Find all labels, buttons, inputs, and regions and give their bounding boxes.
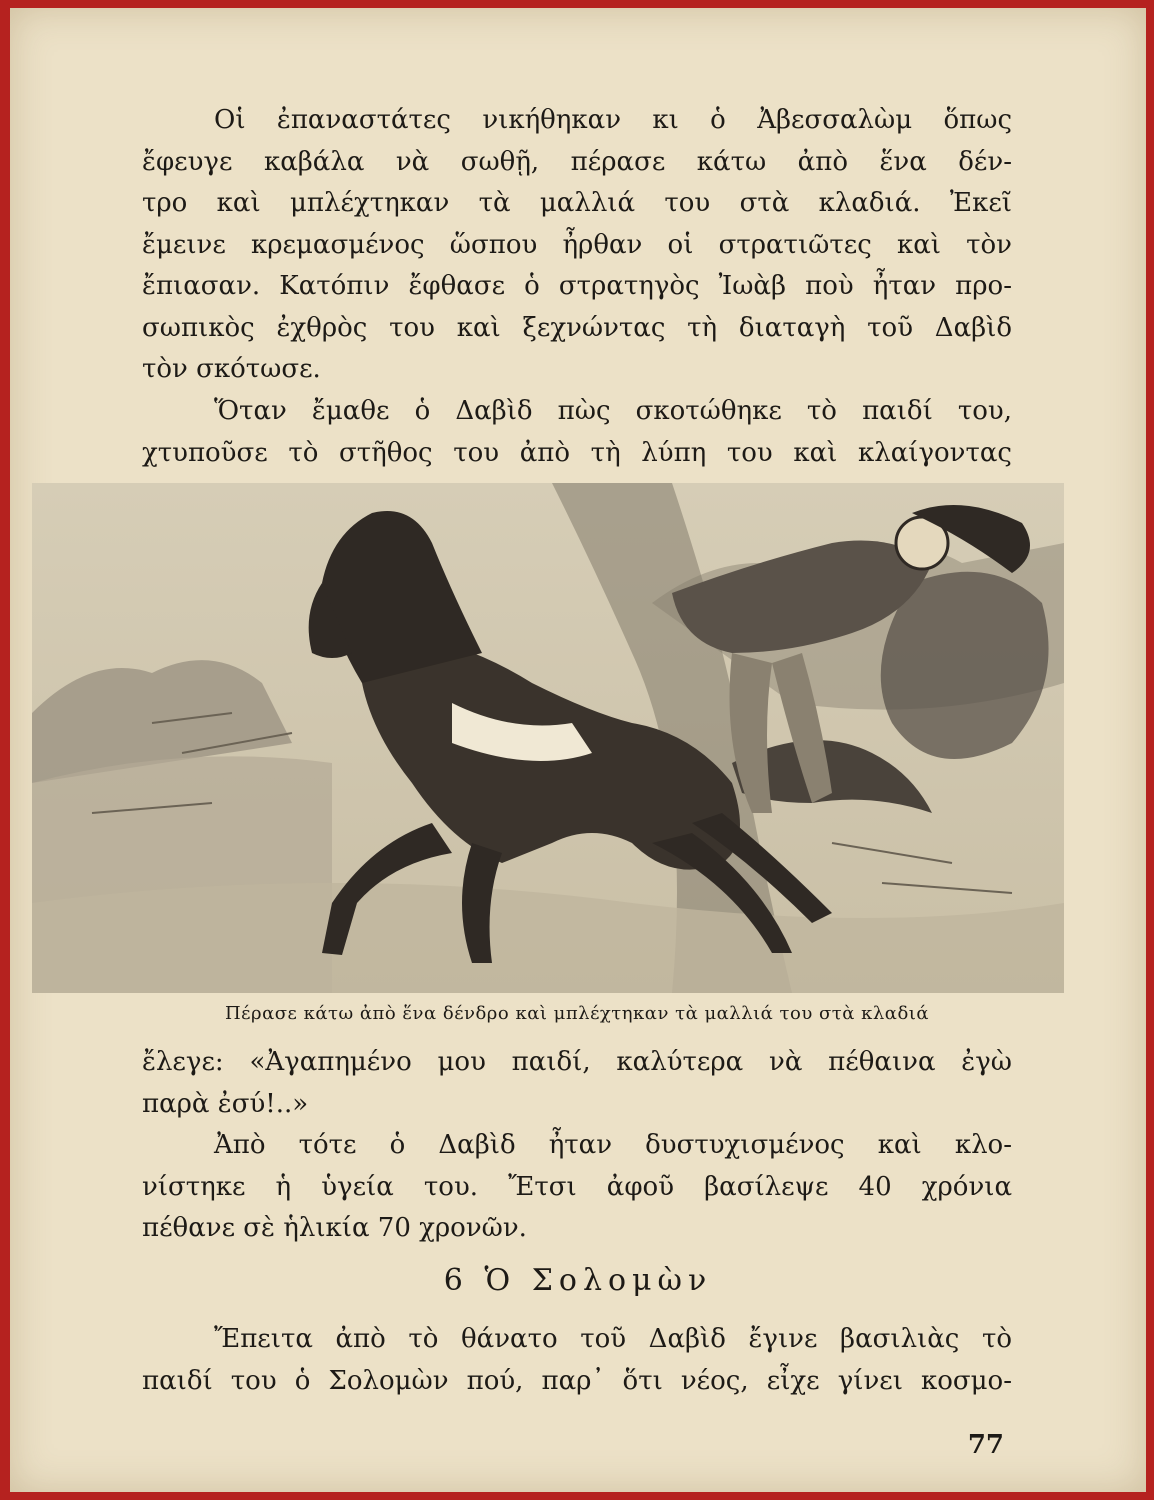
text-line: ἔπιασαν. Κατόπιν ἔφθασε ὁ στρατηγὸς Ἰωὰβ ποὺ ἦταν προ- — [142, 271, 1012, 301]
paragraph-david-death — [142, 1125, 1012, 1250]
text-line: Οἱ ἐπαναστάτες νικήθηκαν κι ὁ Ἀβεσσαλὼμ ὅπως — [214, 105, 1012, 135]
book-page — [10, 8, 1146, 1492]
text-line: ἔλεγε: «Ἀγαπημένο μου παιδί, καλύτερα νὰ πέθαινα ἐγὼ — [142, 1047, 1012, 1077]
illustration-absalom-horse — [32, 483, 1064, 993]
paragraph-solomon — [142, 1319, 1012, 1402]
page-number: 77 — [967, 1430, 1004, 1460]
paragraph-david-mourning — [142, 391, 1012, 474]
text-line: τρο καὶ μπλέχτηκαν τὰ μαλλιά του στὰ κλαδιά. Ἐκεῖ — [142, 188, 1012, 218]
text-line: Ἔπειτα ἀπὸ τὸ θάνατο τοῦ Δαβὶδ ἔγινε βασιλιὰς τὸ — [214, 1324, 1012, 1354]
text-line: Ὅταν ἔμαθε ὁ Δαβὶδ πὼς σκοτώθηκε τὸ παιδί του, — [214, 396, 1012, 426]
figure-caption: Πέρασε κάτω ἀπὸ ἕνα δένδρο καὶ μπλέχτηκαν τὰ μαλλιά του στὰ κλαδιά — [224, 1003, 929, 1024]
section-title: Ὁ Σολομὼν — [484, 1263, 713, 1298]
section-heading — [10, 1263, 1146, 1298]
text-line: παρὰ ἐσύ!..» — [142, 1088, 309, 1119]
text-line: χτυποῦσε τὸ στῆθος του ἀπὸ τὴ λύπη του καὶ κλαίγοντας — [142, 437, 1012, 468]
paragraph-david-words — [142, 1042, 1012, 1125]
text-line: παιδί του ὁ Σολομὼν πού, παρ᾽ ὅτι νέος, εἶχε γίνει κοσμο- — [142, 1365, 1012, 1396]
text-line: ἔφευγε καβάλα νὰ σωθῇ, πέρασε κάτω ἀπὸ ἕνα δέν- — [142, 146, 1012, 177]
text-line: τὸν σκότωσε. — [142, 354, 321, 384]
text-line: νίστηκε ἡ ὑγεία του. Ἔτσι ἀφοῦ βασίλεψε 40 χρόνια — [142, 1171, 1012, 1202]
text-line: πέθανε σὲ ἡλικία 70 χρονῶν. — [142, 1213, 527, 1243]
text-line: ἔμεινε κρεμασμένος ὥσπου ἦρθαν οἱ στρατιῶτες καὶ τὸν — [142, 229, 1012, 260]
text-line: σωπικὸς ἐχθρὸς του καὶ ξεχνώντας τὴ διαταγὴ τοῦ Δαβὶδ — [142, 312, 1012, 343]
paragraph-absalom-death — [142, 100, 1012, 391]
illustration-drawing — [32, 483, 1064, 993]
section-number: 6 — [443, 1263, 469, 1298]
text-line: Ἀπὸ τότε ὁ Δαβὶδ ἦταν δυστυχισμένος καὶ κλο- — [214, 1130, 1012, 1160]
